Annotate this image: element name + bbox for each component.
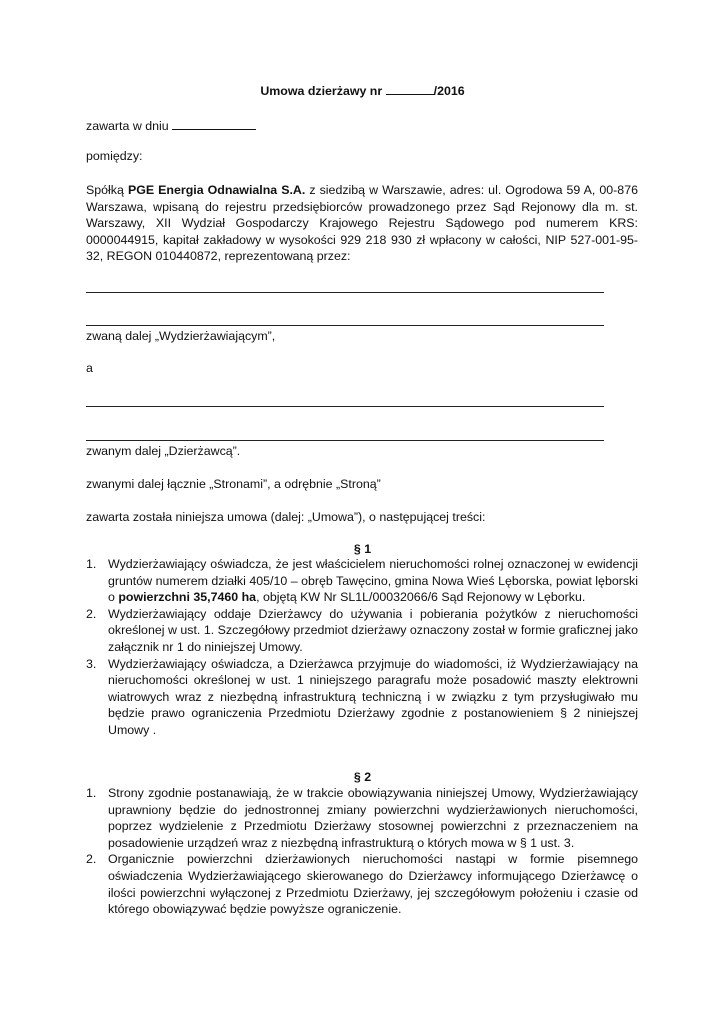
representative-line-1[interactable]: [86, 292, 604, 293]
between-label: pomiędzy:: [86, 149, 143, 163]
party1-details: z siedzibą w Warszawie, adres: ul. Ogrodowa 59 A, 00-876 Warszawa, wpisaną do rejestru przedsiębiorców prowadzonego przez Sąd Rejonowy dla m. st. Warszawy, XII Wydział Gospodarczy Krajowego Rejestru Sądowego pod numerem KRS: 0000044915, kapitał zakładowy w wysokości 929 218 930 zł wpłacony w całości, NIP 527-001-95-32, REGON 010440872, reprezentowaną przez:: [86, 183, 638, 264]
party1-name: PGE Energia Odnawialna S.A.: [127, 183, 306, 197]
list-item: [86, 556, 638, 606]
item-bold-text: powierzchni 35,7460 ha: [118, 590, 257, 605]
item-number: 1.: [86, 786, 97, 800]
item-text: Wydzierżawiający oddaje Dzierżawcy do używania i pobierania pożytków z nieruchomości określonej w ust. 1. Szczegółowy przedmiot dzierżawy oznaczony został w formie graficznej jako załącznik nr 1 do niniejszej Umowy.: [108, 606, 638, 654]
section-1-list: [86, 556, 638, 739]
representative-line-2[interactable]: [86, 325, 604, 326]
item-text: Wydzierżawiający oświadcza, że jest właścicielem nieruchomości rolnej oznaczonej w ewidencji gruntów numerem działki 405/10 – obręb Tawęcino, gmina Nowa Wieś Lęborska, powiat lęborski o: [108, 557, 638, 605]
item-number: 1.: [86, 557, 97, 571]
list-item: [86, 656, 638, 739]
item-number: 3.: [86, 656, 97, 671]
conjunction-a: a: [86, 361, 93, 375]
section-2-list: [86, 785, 638, 918]
item-number: 2.: [86, 606, 97, 621]
section-2-heading: § 2: [353, 770, 372, 784]
parties-jointly: zwanymi dalej łącznie „Stronami”, a odrębnie „Stroną”: [86, 477, 381, 491]
date-line: [86, 117, 256, 135]
party1-description: [86, 182, 638, 265]
item-text: Strony zgodnie postanawiają, że w trakcie obowiązywania niniejszej Umowy, Wydzierżawiający uprawniony będzie do jednostronnej zmiany powierzchni wydzierżawionych nieruchomości, poprzez wydzielenie z Przedmiotu Dzierżawy stosownej powierzchni z przeznaczeniem na posadowienie urządzeń wraz z niezbędną infrastrukturą o których mowa w § 1 ust. 3.: [108, 786, 638, 850]
section-1-heading: § 1: [353, 542, 372, 556]
item-text: Organicznie powierzchni dzierżawionych nieruchomości nastąpi w formie pisemnego oświadczenia Wydzierżawiającego skierowanego do Dzierżawcy informującego Dzierżawcę o ilości powierzchni wyłączonej z Przedmiotu Dzierżawy, jej szczegółowym położeniu i czasie od którego obowiązywać będzie powyższe ograniczenie.: [108, 852, 638, 917]
item-text: Wydzierżawiający oświadcza, a Dzierżawca przyjmuje do wiadomości, iż Wydzierżawiający na nieruchomości określonej w ust. 1 niniejszego paragrafu może posadowić maszty elektrowni wiatrowych wraz z niezbędną infrastrukturą techniczną i w związku z tym przysługiwało mu będzie prawo ograniczenia Przedmiotu Dzierżawy zgodnie z postanowieniem § 2 niniejszej Umowy .: [108, 656, 638, 737]
title-prefix: Umowa dzierżawy nr: [260, 84, 386, 98]
document-title: [0, 82, 725, 100]
title-suffix: /2016: [433, 84, 465, 98]
party1-called: zwaną dalej „Wydzierżawiającym”,: [86, 329, 276, 343]
party2-line-2[interactable]: [86, 440, 604, 441]
contract-concluded: zawarta została niniejsza umowa (dalej: „Umowa”), o następującej treści:: [86, 510, 486, 524]
item-number: 2.: [86, 852, 97, 867]
party2-called: zwanym dalej „Dzierżawcą”.: [86, 444, 241, 458]
date-label: zawarta w dniu: [86, 119, 173, 133]
list-item: [86, 851, 638, 917]
party2-line-1[interactable]: [86, 406, 604, 407]
party1-lead: Spółką: [86, 183, 128, 197]
list-item: [86, 785, 638, 851]
date-blank[interactable]: [172, 117, 256, 130]
item-text-after: , objętą KW Nr SL1L/00032066/6 Sąd Rejonowy w Lęborku.: [256, 590, 586, 605]
list-item: [86, 606, 638, 656]
contract-number-blank[interactable]: [386, 82, 434, 95]
